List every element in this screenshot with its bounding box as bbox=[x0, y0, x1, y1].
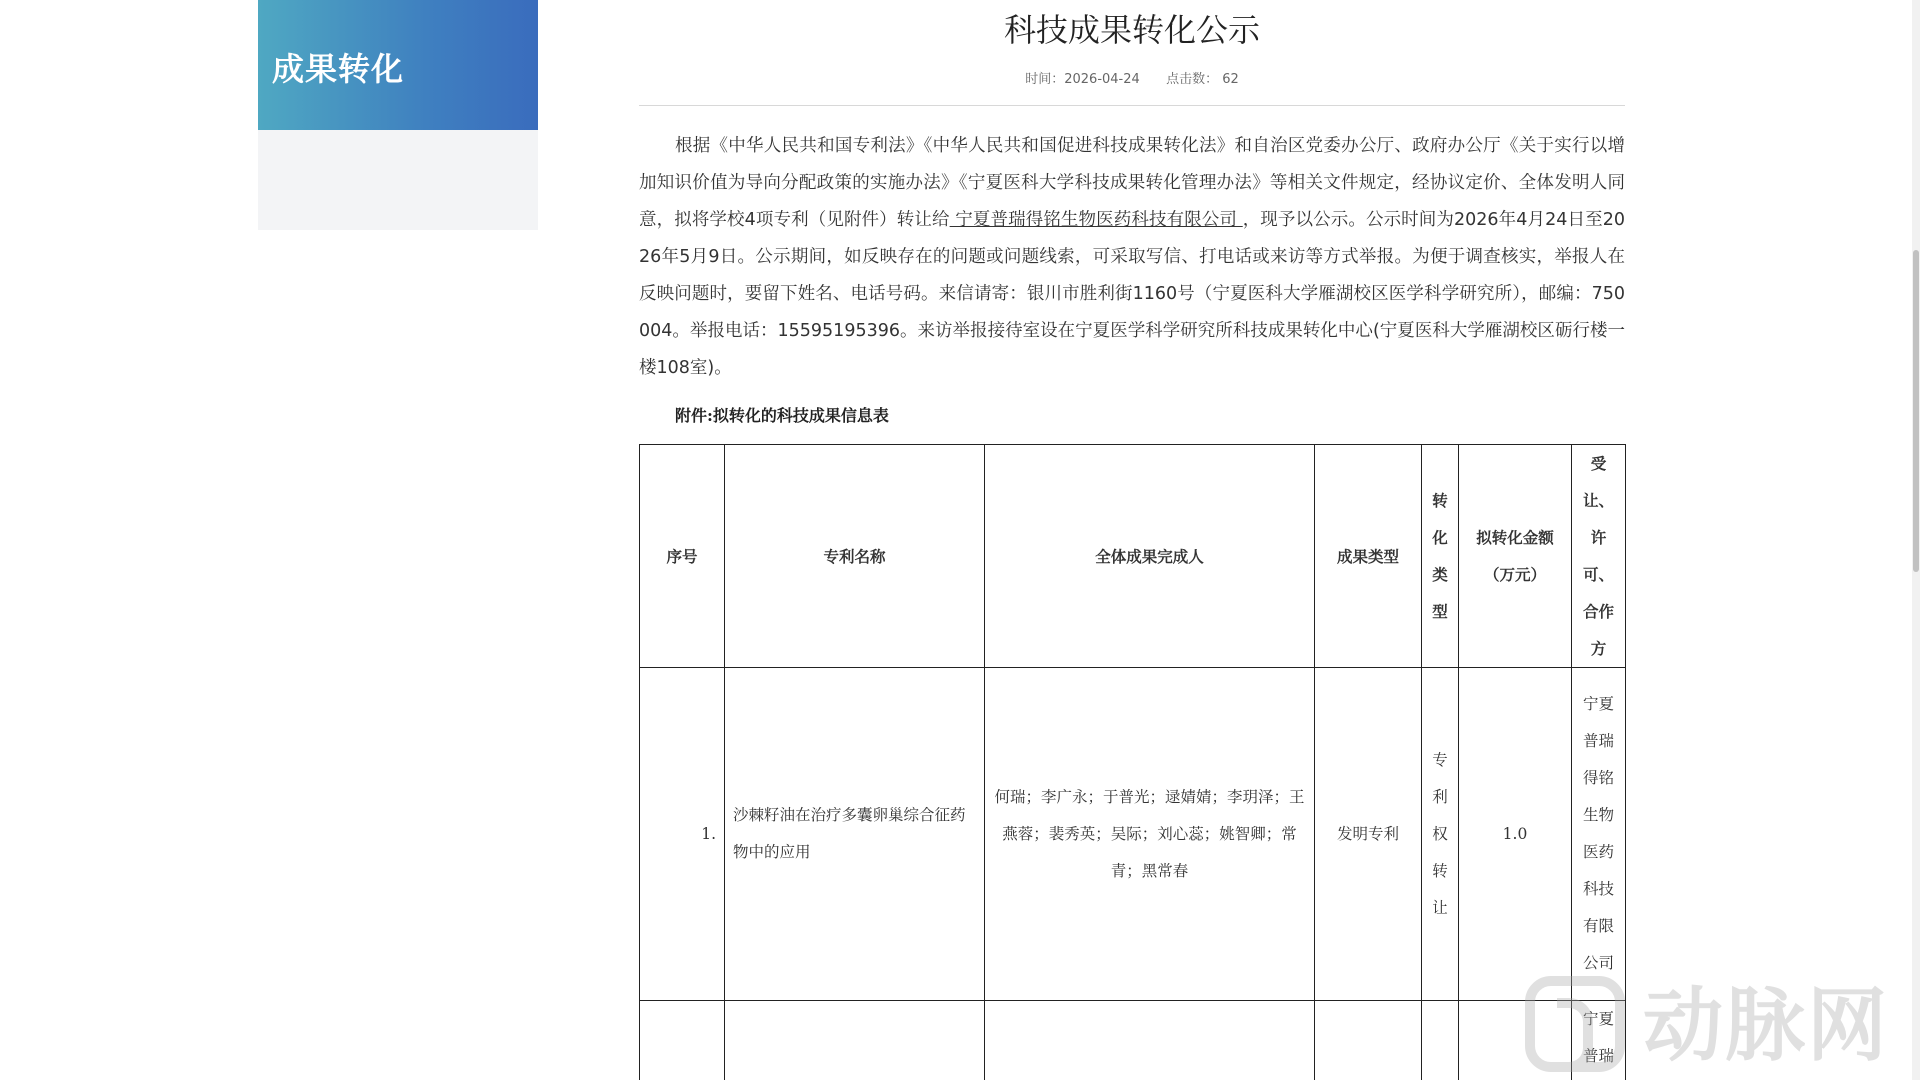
title-divider bbox=[639, 105, 1625, 106]
time-value: 2026-04-24 bbox=[1064, 72, 1140, 87]
page-scrollbar[interactable] bbox=[1912, 0, 1920, 1080]
cell-result-type: 发明专利 bbox=[1315, 668, 1422, 1001]
body-text-after: ，现予以公示。公示时间为2026年4月24日至2026年5月9日。公示期间，如反映存在的问题或问题线索，可采取写信、打电话或来访等方式举报。为便于调查核实，举报人在反映问题时，要留下姓名、电话号码。来信请寄：银川市胜利街1160号（宁夏医科大学雁湖校区医学科学研究所），邮编：750004。举报电话：15595195396。来访举报接待室设在宁夏医学科学研究所科技成果转化中心(宁夏医科大学雁湖校区砺行楼一楼108室)。 bbox=[639, 210, 1625, 378]
cell-result-type bbox=[1315, 1001, 1422, 1080]
cell-patent-name bbox=[725, 1001, 985, 1080]
watermark bbox=[1525, 972, 1915, 1077]
article-body bbox=[639, 128, 1625, 387]
company-link[interactable]: 宁夏普瑞得铭生物医药科技有限公司 bbox=[949, 210, 1243, 230]
table-row bbox=[640, 1001, 1626, 1080]
attachment-title: 附件:拟转化的科技成果信息表 bbox=[675, 406, 889, 425]
sidebar-title: 成果转化 bbox=[272, 50, 405, 88]
article-title: 科技成果转化公示 bbox=[1003, 11, 1260, 49]
watermark-text: 动脉网 bbox=[1643, 979, 1889, 1072]
header-patent-name: 专利名称 bbox=[725, 445, 985, 668]
cell-inventors: 何瑞；李广永；于普光；逯婧婧；李玥泽；王燕蓉；裴秀英；吴际；刘心蕊；姚智卿；常青；黑常春 bbox=[985, 668, 1315, 1001]
cell-party: 宁夏普瑞 bbox=[1572, 1001, 1626, 1080]
header-amount: 拟转化金额（万元） bbox=[1459, 445, 1572, 668]
header-party: 受让、许可、合作方 bbox=[1572, 445, 1626, 668]
article bbox=[639, 0, 1625, 1080]
cell-seq bbox=[640, 1001, 725, 1080]
watermark-logo-icon bbox=[1525, 976, 1625, 1072]
clicks-value: 62 bbox=[1222, 72, 1239, 87]
cell-amount: 1.0 bbox=[1459, 668, 1572, 1001]
header-transfer-type: 转化类型 bbox=[1422, 445, 1459, 668]
cell-patent-name: 沙棘籽油在治疗多囊卵巢综合征药物中的应用 bbox=[725, 668, 985, 1001]
body-text-before: 根据《中华人民共和国专利法》《中华人民共和国促进科技成果转化法》和自治区党委办公厅、政府办公厅《关于实行以增加知识价值为导向分配政策的实施办法》《宁夏医科大学科技成果转化管理办法》等相关文件规定，经协议定价、全体发明人同意，拟将学校4项专利（见附件）转让给 bbox=[639, 136, 1625, 230]
cell-seq: 1. bbox=[640, 668, 725, 1001]
header-seq: 序号 bbox=[640, 445, 725, 668]
patent-table bbox=[639, 444, 1626, 1080]
cell-party: 宁夏普瑞得铭生物医药科技有限公司 bbox=[1572, 668, 1626, 1001]
table-row bbox=[640, 668, 1626, 1001]
scrollbar-thumb[interactable] bbox=[1913, 250, 1919, 572]
cell-transfer-type: 专利权转让 bbox=[1422, 668, 1459, 1001]
table-header-row bbox=[640, 445, 1626, 668]
article-meta bbox=[639, 70, 1625, 90]
header-inventors: 全体成果完成人 bbox=[985, 445, 1315, 668]
clicks-label: 点击数： bbox=[1166, 72, 1219, 87]
cell-inventors bbox=[985, 1001, 1315, 1080]
cell-transfer-type bbox=[1422, 1001, 1459, 1080]
header-result-type: 成果类型 bbox=[1315, 445, 1422, 668]
time-label: 时间： bbox=[1025, 72, 1065, 87]
sidebar-panel bbox=[258, 130, 538, 230]
sidebar-header bbox=[258, 0, 538, 130]
